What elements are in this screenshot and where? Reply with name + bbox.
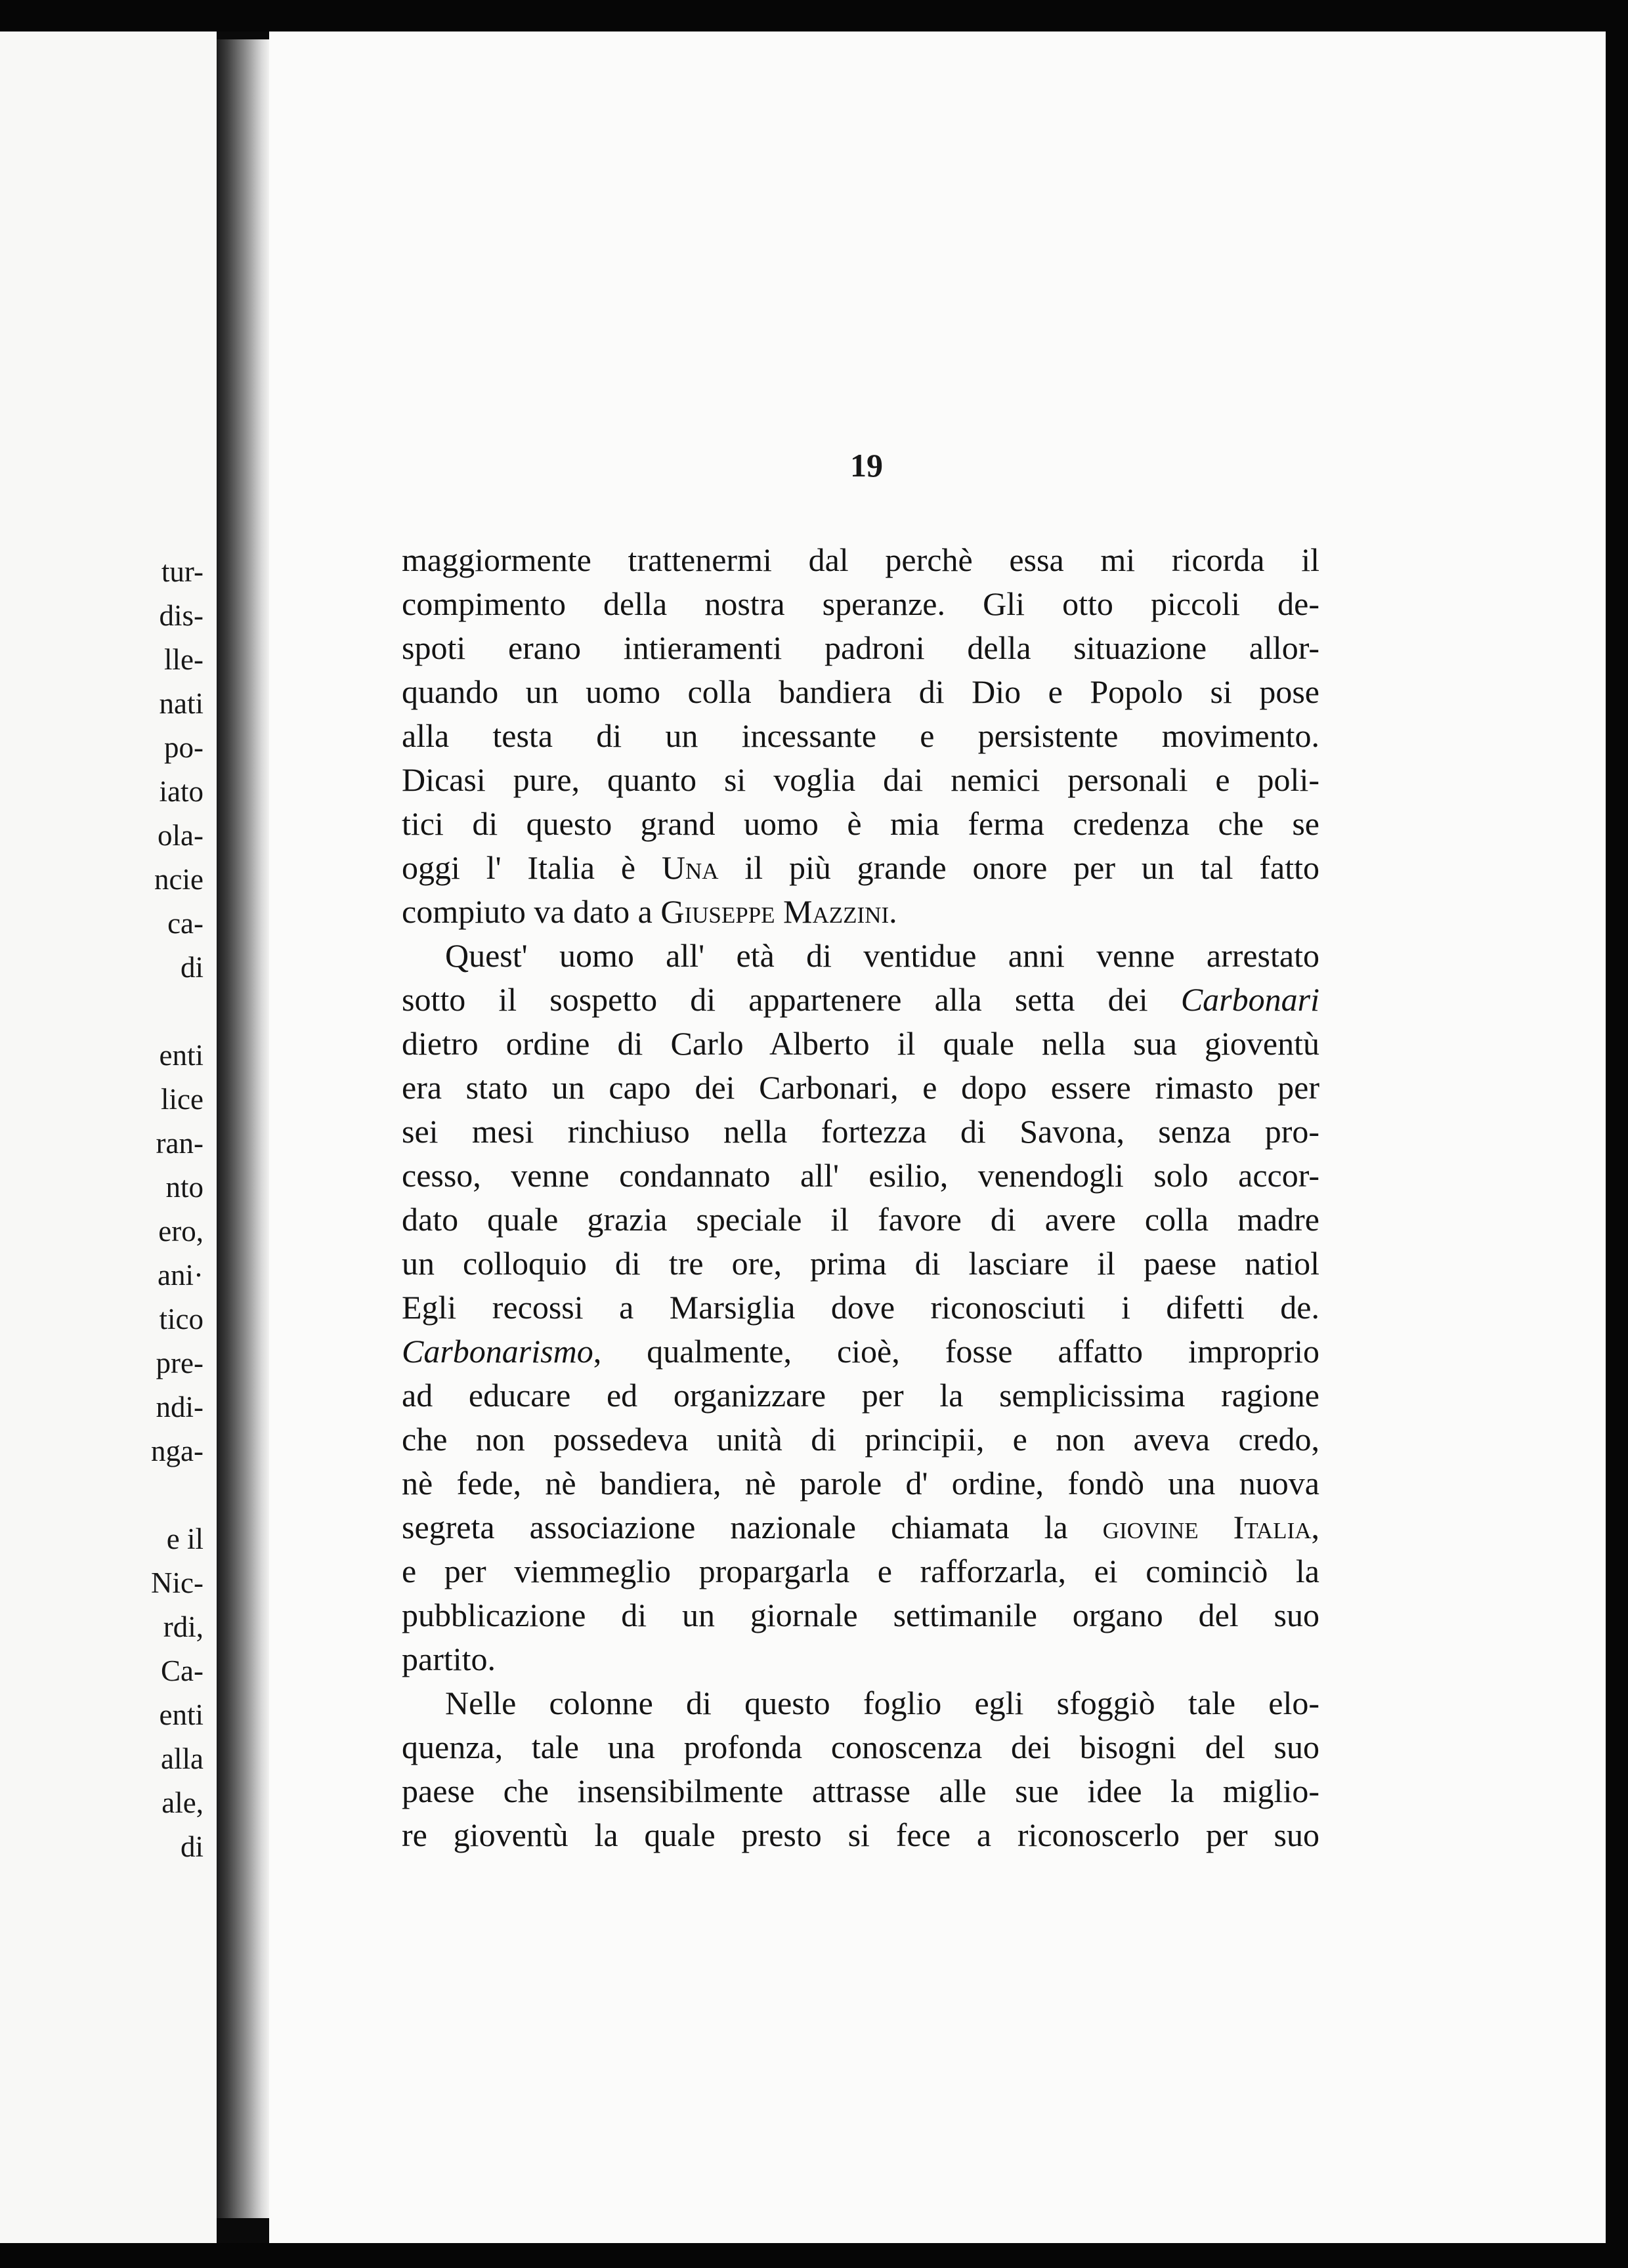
scan-frame-top [0, 0, 1628, 32]
body-text [402, 538, 1319, 1857]
text-run: sotto il sospetto di appartenere alla setta dei [402, 981, 1181, 1018]
text-line: sei mesi rinchiuso nella fortezza di Savona, senza pro- [402, 1113, 1319, 1150]
left-line: di [180, 1830, 204, 1863]
text-line: Nelle colonne di questo foglio egli sfoggiò tale elo- [445, 1685, 1319, 1721]
text-line: dietro ordine di Carlo Alberto il quale nella sua gioventù [402, 1025, 1319, 1062]
text-line: tici di questo grand uomo è mia ferma credenza che se [402, 805, 1319, 842]
left-line: dis- [159, 599, 204, 632]
text-line: ad educare ed organizzare per la semplicissima ragione [402, 1377, 1319, 1414]
text-line: Dicasi pure, quanto si voglia dai nemici personali e poli- [402, 761, 1319, 798]
left-line: tico [159, 1303, 204, 1335]
left-line: alla [161, 1742, 204, 1775]
text-line: era stato un capo dei Carbonari, e dopo essere rimasto per [402, 1069, 1319, 1106]
left-line: pre- [156, 1347, 204, 1379]
left-page-text [7, 550, 204, 1869]
text-line: cesso, venne condannato all' esilio, venendogli solo accor- [402, 1157, 1319, 1194]
text-line: pubblicazione di un giornale settimanile organo del suo [402, 1597, 1319, 1633]
left-page [0, 32, 217, 2243]
left-line: di [180, 951, 204, 984]
text-line: quenza, tale una profonda conoscenza dei bisogni del suo [402, 1729, 1319, 1765]
left-line: ale, [161, 1786, 204, 1819]
text-line: un colloquio di tre ore, prima di lasciare il paese natiol [402, 1245, 1319, 1282]
left-line: po- [164, 731, 204, 764]
text-line: maggiormente trattenermi dal perchè essa mi ricorda il [402, 541, 1319, 578]
left-line: ndi- [156, 1391, 204, 1423]
text-run: compiuto va dato a [402, 893, 661, 930]
left-line: nto [165, 1171, 204, 1204]
left-line: enti [159, 1039, 204, 1072]
text-run: . [889, 893, 897, 930]
left-line: lice [161, 1083, 204, 1116]
italic-term: Carbonarismo [402, 1333, 593, 1370]
left-line: lle- [164, 643, 204, 676]
left-line: nati [159, 687, 204, 720]
left-line: Ca- [161, 1654, 204, 1687]
scan-frame-right [1606, 0, 1628, 2268]
left-line: e il [166, 1522, 204, 1555]
left-line: rdi, [163, 1610, 204, 1643]
text-line: Quest' uomo all' età di ventidue anni venne arrestato [445, 937, 1319, 974]
text-run: il più grande onore per un tal fatto [718, 849, 1319, 886]
text-line [402, 978, 1319, 1022]
left-line: iato [159, 775, 204, 808]
text-line: spoti erano intieramenti padroni della situazione allor- [402, 629, 1319, 666]
text-line: e per viemmeglio propargarla e rafforzarla, ei cominciò la [402, 1553, 1319, 1589]
text-line: Egli recossi a Marsiglia dove riconosciuti i difetti de. [402, 1289, 1319, 1326]
smallcaps-una: Una [661, 849, 719, 886]
left-line: Nic- [151, 1566, 204, 1599]
smallcaps-name: Giuseppe Mazzini [660, 893, 889, 930]
text-line: partito. [402, 1641, 496, 1677]
left-line: ncie [154, 863, 204, 896]
left-line: nga- [151, 1435, 204, 1467]
text-run: segreta associazione nazionale chiamata la [402, 1509, 1103, 1545]
book-gutter-shadow [217, 39, 269, 2218]
text-run: oggi l' Italia è [402, 849, 662, 886]
left-gap [7, 1473, 204, 1517]
text-line: dato quale grazia speciale il favore di avere colla madre [402, 1201, 1319, 1238]
italic-term: Carbonari [1180, 981, 1319, 1018]
text-run: , [1311, 1509, 1319, 1545]
smallcaps-name: giovine Italia [1102, 1509, 1312, 1545]
left-line: ca- [167, 907, 204, 940]
text-line: re gioventù la quale presto si fece a riconoscerlo per suo [402, 1816, 1319, 1853]
text-line: compimento della nostra speranze. Gli otto piccoli de- [402, 585, 1319, 622]
left-line: ola- [158, 819, 204, 852]
left-line: ero, [158, 1215, 204, 1248]
text-line: paese che insensibilmente attrasse alle sue idee la miglio- [402, 1773, 1319, 1809]
left-line: ran- [156, 1127, 204, 1160]
left-line: ani· [158, 1259, 204, 1292]
text-line: quando un uomo colla bandiera di Dio e Popolo si pose [402, 673, 1319, 710]
text-line: che non possedeva unità di principii, e non aveva credo, [402, 1421, 1319, 1458]
left-line: enti [159, 1698, 204, 1731]
text-line [402, 1505, 1319, 1549]
page-number: 19 [850, 447, 883, 484]
left-line: tur- [161, 555, 204, 588]
text-line: alla testa di un incessante e persistente movimento. [402, 717, 1319, 754]
text-line [402, 846, 1319, 890]
text-line: nè fede, nè bandiera, nè parole d' ordine, fondò una nuova [402, 1465, 1319, 1502]
text-run: , qualmente, cioè, fosse affatto improprio [593, 1333, 1319, 1370]
text-line [402, 890, 1319, 934]
left-gap [7, 990, 204, 1034]
scan-frame-bottom [0, 2243, 1628, 2268]
text-line [402, 1330, 1319, 1374]
